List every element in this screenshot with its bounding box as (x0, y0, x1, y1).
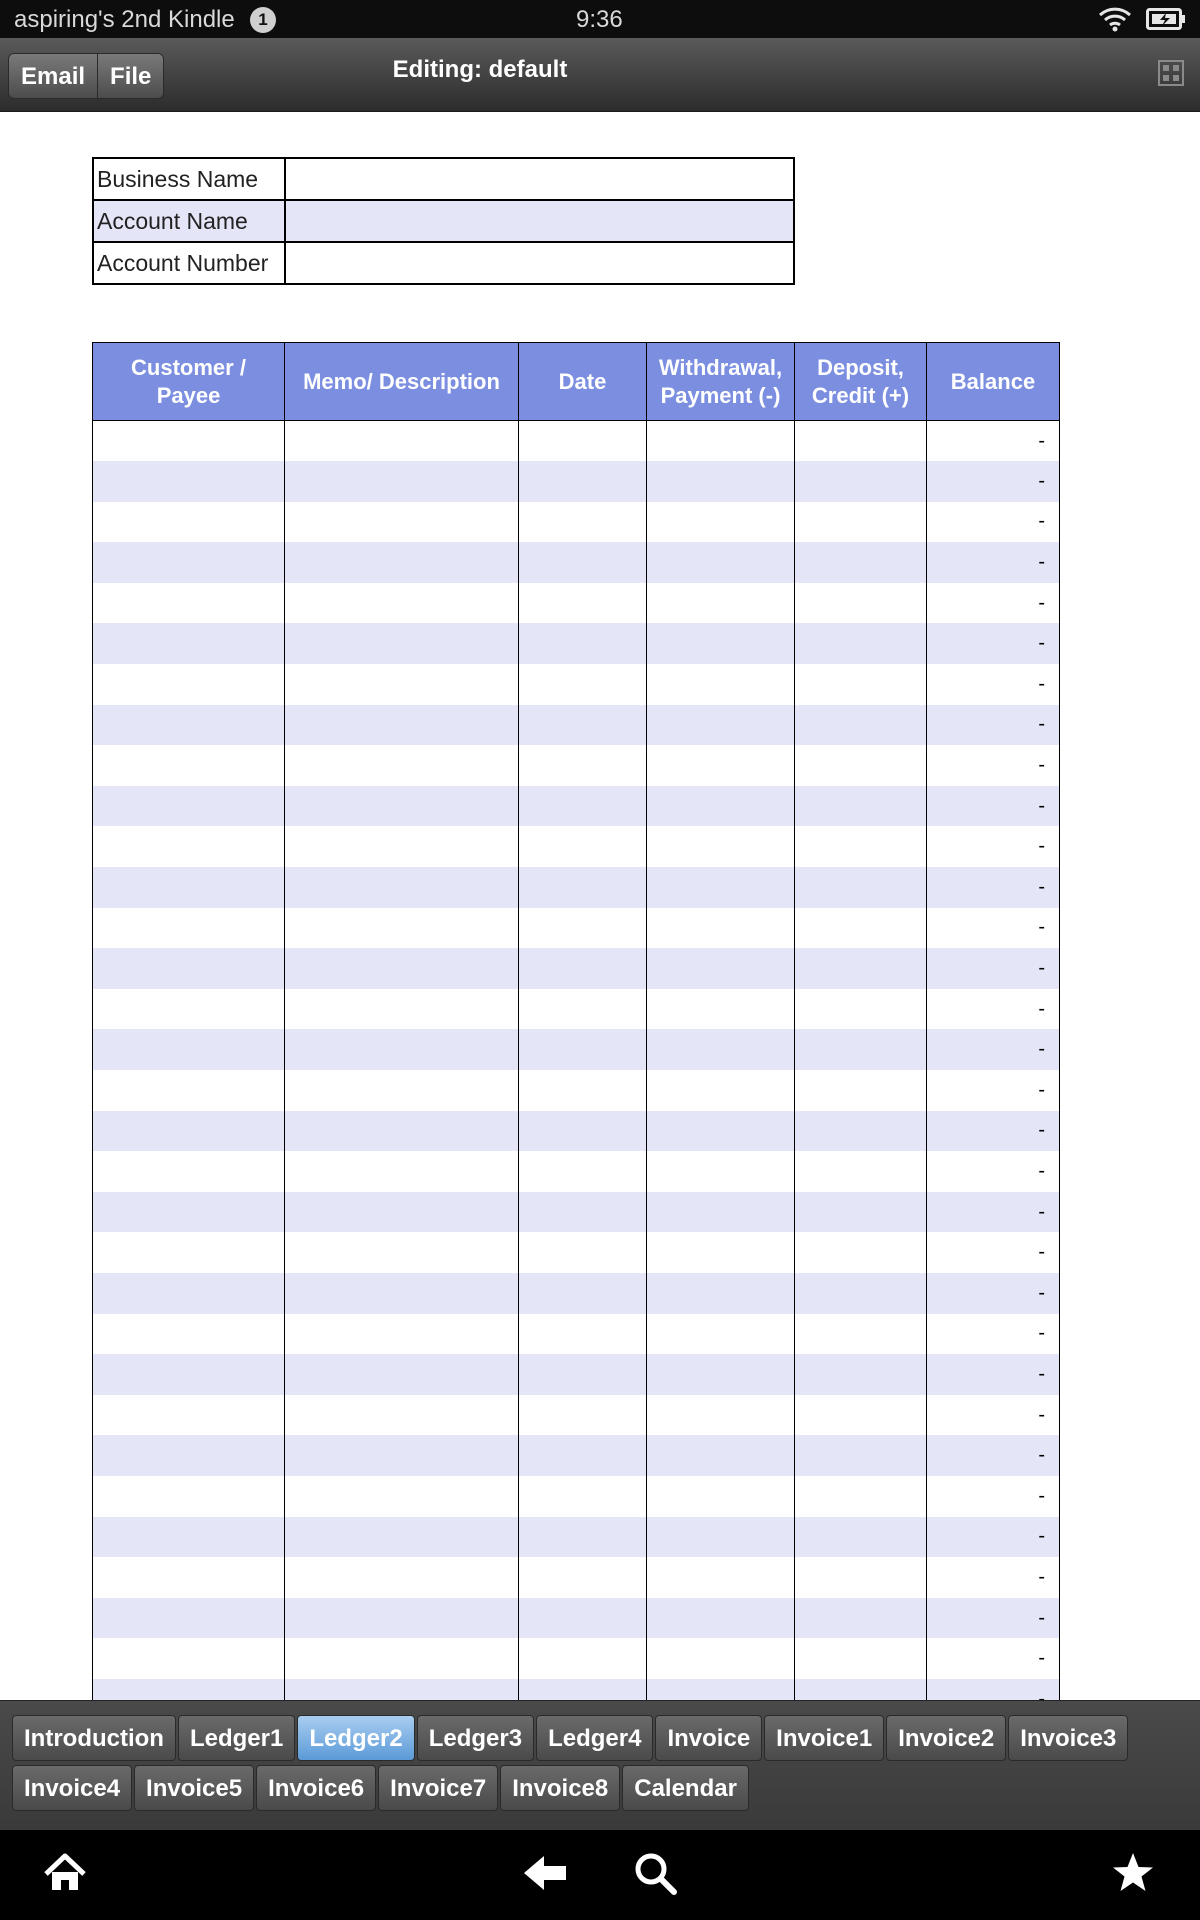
ledger-row (93, 1476, 1060, 1517)
document-title: Editing: default (392, 56, 568, 83)
withdrawal-cell[interactable] (647, 745, 795, 786)
customer-payee-cell[interactable] (93, 461, 285, 502)
balance-cell[interactable]: - (927, 1232, 1060, 1273)
file-button[interactable]: File (97, 54, 163, 99)
battery-icon (1146, 8, 1186, 37)
customer-payee-cell[interactable] (93, 1273, 285, 1314)
balance-cell[interactable]: - (927, 989, 1060, 1030)
ledger-row (93, 583, 1060, 624)
customer-payee-cell[interactable] (93, 1476, 285, 1517)
customer-payee-cell[interactable] (93, 867, 285, 908)
withdrawal-cell[interactable] (647, 1151, 795, 1192)
account-info-row (93, 200, 794, 242)
date-cell[interactable] (519, 989, 647, 1030)
deposit-cell[interactable] (795, 1476, 927, 1517)
deposit-cell[interactable] (795, 1354, 927, 1395)
withdrawal-cell[interactable] (647, 867, 795, 908)
date-cell[interactable] (519, 948, 647, 989)
date-cell[interactable] (519, 1517, 647, 1558)
balance-cell[interactable]: - (927, 786, 1060, 827)
date-cell[interactable] (519, 1638, 647, 1679)
date-cell[interactable] (519, 1395, 647, 1436)
memo-description-cell[interactable] (285, 583, 519, 624)
withdrawal-cell[interactable] (647, 583, 795, 624)
balance-cell[interactable]: - (927, 1395, 1060, 1436)
ledger-row (93, 1354, 1060, 1395)
withdrawal-cell[interactable] (647, 1557, 795, 1598)
deposit-cell[interactable] (795, 664, 927, 705)
ledger-body (93, 421, 1060, 1701)
tab-invoice2[interactable]: Invoice2 (886, 1715, 1006, 1761)
withdrawal-cell[interactable] (647, 1232, 795, 1273)
customer-payee-cell[interactable] (93, 1029, 285, 1070)
date-cell[interactable] (519, 1273, 647, 1314)
customer-payee-cell[interactable] (93, 421, 285, 462)
withdrawal-cell[interactable] (647, 1314, 795, 1355)
memo-description-cell[interactable] (285, 1598, 519, 1639)
customer-payee-cell[interactable] (93, 1435, 285, 1476)
email-button[interactable]: Email (9, 54, 97, 99)
customer-payee-cell[interactable] (93, 989, 285, 1030)
deposit-cell[interactable] (795, 1598, 927, 1639)
ledger-row (93, 421, 1060, 462)
account-info-table (92, 157, 795, 285)
customer-payee-cell[interactable] (93, 1192, 285, 1233)
withdrawal-cell[interactable] (647, 1354, 795, 1395)
ledger-row (93, 786, 1060, 827)
deposit-cell[interactable] (795, 1111, 927, 1152)
memo-description-cell[interactable] (285, 1232, 519, 1273)
column-header-memo-description[interactable]: Memo/ Description (285, 343, 519, 421)
sheet-tab-row-2 (12, 1765, 751, 1811)
customer-payee-cell[interactable] (93, 948, 285, 989)
withdrawal-cell[interactable] (647, 1395, 795, 1436)
memo-description-cell[interactable] (285, 867, 519, 908)
deposit-cell[interactable] (795, 583, 927, 624)
memo-description-cell[interactable] (285, 1192, 519, 1233)
memo-description-cell[interactable] (285, 1273, 519, 1314)
toolbar-button-group (8, 53, 164, 99)
memo-description-cell[interactable] (285, 1314, 519, 1355)
memo-description-cell[interactable] (285, 1151, 519, 1192)
withdrawal-cell[interactable] (647, 948, 795, 989)
ledger-row (93, 1111, 1060, 1152)
deposit-cell[interactable] (795, 623, 927, 664)
balance-cell[interactable]: - (927, 1476, 1060, 1517)
favorites-icon[interactable] (1110, 1850, 1156, 1901)
ledger-header-row (93, 343, 1060, 421)
withdrawal-cell[interactable] (647, 1517, 795, 1558)
ledger-row (93, 1070, 1060, 1111)
date-cell[interactable] (519, 502, 647, 543)
withdrawal-cell[interactable] (647, 1070, 795, 1111)
ledger-row (93, 1557, 1060, 1598)
tab-invoice6[interactable]: Invoice6 (256, 1765, 376, 1811)
deposit-cell[interactable] (795, 421, 927, 462)
memo-description-cell[interactable] (285, 461, 519, 502)
balance-cell[interactable]: - (927, 826, 1060, 867)
account-name-field[interactable] (285, 200, 794, 242)
memo-description-cell[interactable] (285, 1679, 519, 1700)
withdrawal-cell[interactable] (647, 705, 795, 746)
withdrawal-cell[interactable] (647, 461, 795, 502)
ledger-row (93, 1517, 1060, 1558)
balance-cell[interactable]: - (927, 1070, 1060, 1111)
deposit-cell[interactable] (795, 745, 927, 786)
withdrawal-cell[interactable] (647, 908, 795, 949)
ledger-row (93, 1314, 1060, 1355)
deposit-cell[interactable] (795, 1192, 927, 1233)
notification-badge[interactable]: 1 (250, 7, 276, 33)
date-cell[interactable] (519, 1557, 647, 1598)
column-header-deposit-credit[interactable]: Deposit, Credit (+) (795, 343, 927, 421)
date-cell[interactable] (519, 1679, 647, 1700)
clock: 9:36 (576, 6, 623, 33)
ledger-row (93, 1192, 1060, 1233)
account-info-row (93, 242, 794, 284)
customer-payee-cell[interactable] (93, 1354, 285, 1395)
business-name-field[interactable] (285, 158, 794, 200)
customer-payee-cell[interactable] (93, 1557, 285, 1598)
withdrawal-cell[interactable] (647, 664, 795, 705)
customer-payee-cell[interactable] (93, 1638, 285, 1679)
ledger-row (93, 908, 1060, 949)
withdrawal-cell[interactable] (647, 1638, 795, 1679)
system-nav-bar (0, 1830, 1200, 1920)
memo-description-cell[interactable] (285, 745, 519, 786)
balance-cell[interactable]: - (927, 1273, 1060, 1314)
memo-description-cell[interactable] (285, 1517, 519, 1558)
customer-payee-cell[interactable] (93, 1679, 285, 1700)
deposit-cell[interactable] (795, 786, 927, 827)
ledger-row (93, 867, 1060, 908)
memo-description-cell[interactable] (285, 623, 519, 664)
withdrawal-cell[interactable] (647, 421, 795, 462)
memo-description-cell[interactable] (285, 502, 519, 543)
column-header-customer-payee[interactable]: Customer / Payee (93, 343, 285, 421)
date-cell[interactable] (519, 786, 647, 827)
deposit-cell[interactable] (795, 1638, 927, 1679)
memo-description-cell[interactable] (285, 542, 519, 583)
customer-payee-cell[interactable] (93, 1232, 285, 1273)
column-header-withdrawal-payment[interactable]: Withdrawal, Payment (-) (647, 343, 795, 421)
date-cell[interactable] (519, 1151, 647, 1192)
deposit-cell[interactable] (795, 1395, 927, 1436)
deposit-cell[interactable] (795, 1232, 927, 1273)
balance-cell[interactable]: - (927, 623, 1060, 664)
search-icon[interactable] (632, 1850, 678, 1901)
balance-cell[interactable]: - (927, 664, 1060, 705)
deposit-cell[interactable] (795, 1314, 927, 1355)
deposit-cell[interactable] (795, 1029, 927, 1070)
withdrawal-cell[interactable] (647, 1029, 795, 1070)
customer-payee-cell[interactable] (93, 745, 285, 786)
customer-payee-cell[interactable] (93, 623, 285, 664)
date-cell[interactable] (519, 867, 647, 908)
memo-description-cell[interactable] (285, 1111, 519, 1152)
customer-payee-cell[interactable] (93, 583, 285, 624)
date-cell[interactable] (519, 421, 647, 462)
customer-payee-cell[interactable] (93, 1598, 285, 1639)
deposit-cell[interactable] (795, 989, 927, 1030)
tab-calendar[interactable]: Calendar (622, 1765, 749, 1811)
memo-description-cell[interactable] (285, 786, 519, 827)
customer-payee-cell[interactable] (93, 1111, 285, 1152)
ledger-row (93, 1232, 1060, 1273)
ledger-row (93, 705, 1060, 746)
deposit-cell[interactable] (795, 908, 927, 949)
date-cell[interactable] (519, 1476, 647, 1517)
column-header-balance[interactable]: Balance (927, 343, 1060, 421)
date-cell[interactable] (519, 623, 647, 664)
withdrawal-cell[interactable] (647, 1679, 795, 1700)
memo-description-cell[interactable] (285, 1354, 519, 1395)
balance-cell[interactable]: - (927, 1517, 1060, 1558)
account-number-label: Account Number (93, 242, 285, 284)
balance-cell[interactable]: - (927, 908, 1060, 949)
deposit-cell[interactable] (795, 705, 927, 746)
balance-cell[interactable]: - (927, 745, 1060, 786)
ledger-row (93, 1029, 1060, 1070)
tab-invoice[interactable]: Invoice (655, 1715, 762, 1761)
deposit-cell[interactable] (795, 542, 927, 583)
ledger-row (93, 1638, 1060, 1679)
ledger-row (93, 1435, 1060, 1476)
tab-introduction[interactable]: Introduction (12, 1715, 176, 1761)
balance-cell[interactable]: - (927, 867, 1060, 908)
ledger-row (93, 1151, 1060, 1192)
withdrawal-cell[interactable] (647, 623, 795, 664)
date-cell[interactable] (519, 908, 647, 949)
balance-cell[interactable]: - (927, 948, 1060, 989)
memo-description-cell[interactable] (285, 705, 519, 746)
customer-payee-cell[interactable] (93, 705, 285, 746)
memo-description-cell[interactable] (285, 1638, 519, 1679)
withdrawal-cell[interactable] (647, 1598, 795, 1639)
deposit-cell[interactable] (795, 1435, 927, 1476)
deposit-cell[interactable] (795, 502, 927, 543)
customer-payee-cell[interactable] (93, 786, 285, 827)
ledger-row (93, 542, 1060, 583)
date-cell[interactable] (519, 705, 647, 746)
status-bar (0, 0, 1200, 38)
home-icon[interactable] (42, 1850, 88, 1901)
deposit-cell[interactable] (795, 1517, 927, 1558)
balance-cell[interactable]: - (927, 583, 1060, 624)
balance-cell[interactable]: - (927, 1638, 1060, 1679)
spreadsheet-area[interactable] (0, 112, 1200, 1700)
balance-cell[interactable]: - (927, 421, 1060, 462)
title-toolbar (0, 38, 1200, 112)
tab-ledger3[interactable]: Ledger3 (417, 1715, 534, 1761)
balance-cell[interactable]: - (927, 542, 1060, 583)
wifi-icon (1098, 6, 1132, 39)
balance-cell[interactable]: - (927, 1435, 1060, 1476)
ledger-table (92, 342, 1060, 1700)
customer-payee-cell[interactable] (93, 826, 285, 867)
sheet-tab-bar (0, 1700, 1200, 1830)
memo-description-cell[interactable] (285, 1557, 519, 1598)
column-header-date[interactable]: Date (519, 343, 647, 421)
tab-invoice7[interactable]: Invoice7 (378, 1765, 498, 1811)
ledger-row (93, 745, 1060, 786)
balance-cell[interactable]: - (927, 1557, 1060, 1598)
ledger-row (93, 664, 1060, 705)
withdrawal-cell[interactable] (647, 1435, 795, 1476)
memo-description-cell[interactable] (285, 1395, 519, 1436)
memo-description-cell[interactable] (285, 1029, 519, 1070)
memo-description-cell[interactable] (285, 948, 519, 989)
ledger-row (93, 1273, 1060, 1314)
memo-description-cell[interactable] (285, 1070, 519, 1111)
balance-cell[interactable]: - (927, 1192, 1060, 1233)
sheet-tab-row-1 (12, 1715, 1130, 1761)
tab-ledger2[interactable]: Ledger2 (297, 1715, 414, 1761)
customer-payee-cell[interactable] (93, 1070, 285, 1111)
ledger-row (93, 826, 1060, 867)
account-name-label: Account Name (93, 200, 285, 242)
memo-description-cell[interactable] (285, 1476, 519, 1517)
business-name-label: Business Name (93, 158, 285, 200)
date-cell[interactable] (519, 826, 647, 867)
date-cell[interactable] (519, 1314, 647, 1355)
tab-ledger4[interactable]: Ledger4 (536, 1715, 653, 1761)
date-cell[interactable] (519, 542, 647, 583)
withdrawal-cell[interactable] (647, 989, 795, 1030)
memo-description-cell[interactable] (285, 908, 519, 949)
ledger-row (93, 1395, 1060, 1436)
balance-cell[interactable]: - (927, 705, 1060, 746)
tab-invoice5[interactable]: Invoice5 (134, 1765, 254, 1811)
date-cell[interactable] (519, 1070, 647, 1111)
deposit-cell[interactable] (795, 1679, 927, 1700)
tab-invoice1[interactable]: Invoice1 (764, 1715, 884, 1761)
date-cell[interactable] (519, 664, 647, 705)
ledger-row (93, 1598, 1060, 1639)
ledger-row (93, 502, 1060, 543)
balance-cell[interactable]: - (927, 1354, 1060, 1395)
deposit-cell[interactable] (795, 1070, 927, 1111)
customer-payee-cell[interactable] (93, 542, 285, 583)
ledger-row (93, 623, 1060, 664)
account-number-field[interactable] (285, 242, 794, 284)
date-cell[interactable] (519, 583, 647, 624)
withdrawal-cell[interactable] (647, 786, 795, 827)
device-name: aspiring's 2nd Kindle (14, 6, 235, 33)
withdrawal-cell[interactable] (647, 1192, 795, 1233)
balance-cell[interactable]: - (927, 1314, 1060, 1355)
customer-payee-cell[interactable] (93, 664, 285, 705)
memo-description-cell[interactable] (285, 1435, 519, 1476)
tab-invoice4[interactable]: Invoice4 (12, 1765, 132, 1811)
balance-cell[interactable]: - (927, 1111, 1060, 1152)
back-icon[interactable] (522, 1850, 568, 1901)
grid-icon[interactable] (1158, 60, 1184, 91)
memo-description-cell[interactable] (285, 421, 519, 462)
customer-payee-cell[interactable] (93, 908, 285, 949)
withdrawal-cell[interactable] (647, 502, 795, 543)
deposit-cell[interactable] (795, 826, 927, 867)
ledger-row (93, 989, 1060, 1030)
withdrawal-cell[interactable] (647, 1273, 795, 1314)
account-info-row (93, 158, 794, 200)
withdrawal-cell[interactable] (647, 1111, 795, 1152)
date-cell[interactable] (519, 1111, 647, 1152)
memo-description-cell[interactable] (285, 989, 519, 1030)
tab-ledger1[interactable]: Ledger1 (178, 1715, 295, 1761)
ledger-row (93, 1679, 1060, 1700)
deposit-cell[interactable] (795, 867, 927, 908)
customer-payee-cell[interactable] (93, 1517, 285, 1558)
tab-invoice3[interactable]: Invoice3 (1008, 1715, 1128, 1761)
deposit-cell[interactable] (795, 1557, 927, 1598)
deposit-cell[interactable] (795, 1273, 927, 1314)
customer-payee-cell[interactable] (93, 502, 285, 543)
deposit-cell[interactable] (795, 461, 927, 502)
customer-payee-cell[interactable] (93, 1395, 285, 1436)
ledger-row (93, 461, 1060, 502)
date-cell[interactable] (519, 1192, 647, 1233)
balance-cell[interactable]: - (927, 1598, 1060, 1639)
balance-cell[interactable]: - (927, 1029, 1060, 1070)
withdrawal-cell[interactable] (647, 1476, 795, 1517)
date-cell[interactable] (519, 461, 647, 502)
memo-description-cell[interactable] (285, 826, 519, 867)
date-cell[interactable] (519, 1354, 647, 1395)
date-cell[interactable] (519, 1435, 647, 1476)
date-cell[interactable] (519, 745, 647, 786)
customer-payee-cell[interactable] (93, 1314, 285, 1355)
balance-cell[interactable]: - (927, 1679, 1060, 1700)
deposit-cell[interactable] (795, 948, 927, 989)
withdrawal-cell[interactable] (647, 542, 795, 583)
balance-cell[interactable]: - (927, 461, 1060, 502)
balance-cell[interactable]: - (927, 1151, 1060, 1192)
date-cell[interactable] (519, 1029, 647, 1070)
date-cell[interactable] (519, 1232, 647, 1273)
tab-invoice8[interactable]: Invoice8 (500, 1765, 620, 1811)
ledger-row (93, 948, 1060, 989)
customer-payee-cell[interactable] (93, 1151, 285, 1192)
withdrawal-cell[interactable] (647, 826, 795, 867)
deposit-cell[interactable] (795, 1151, 927, 1192)
date-cell[interactable] (519, 1598, 647, 1639)
balance-cell[interactable]: - (927, 502, 1060, 543)
memo-description-cell[interactable] (285, 664, 519, 705)
